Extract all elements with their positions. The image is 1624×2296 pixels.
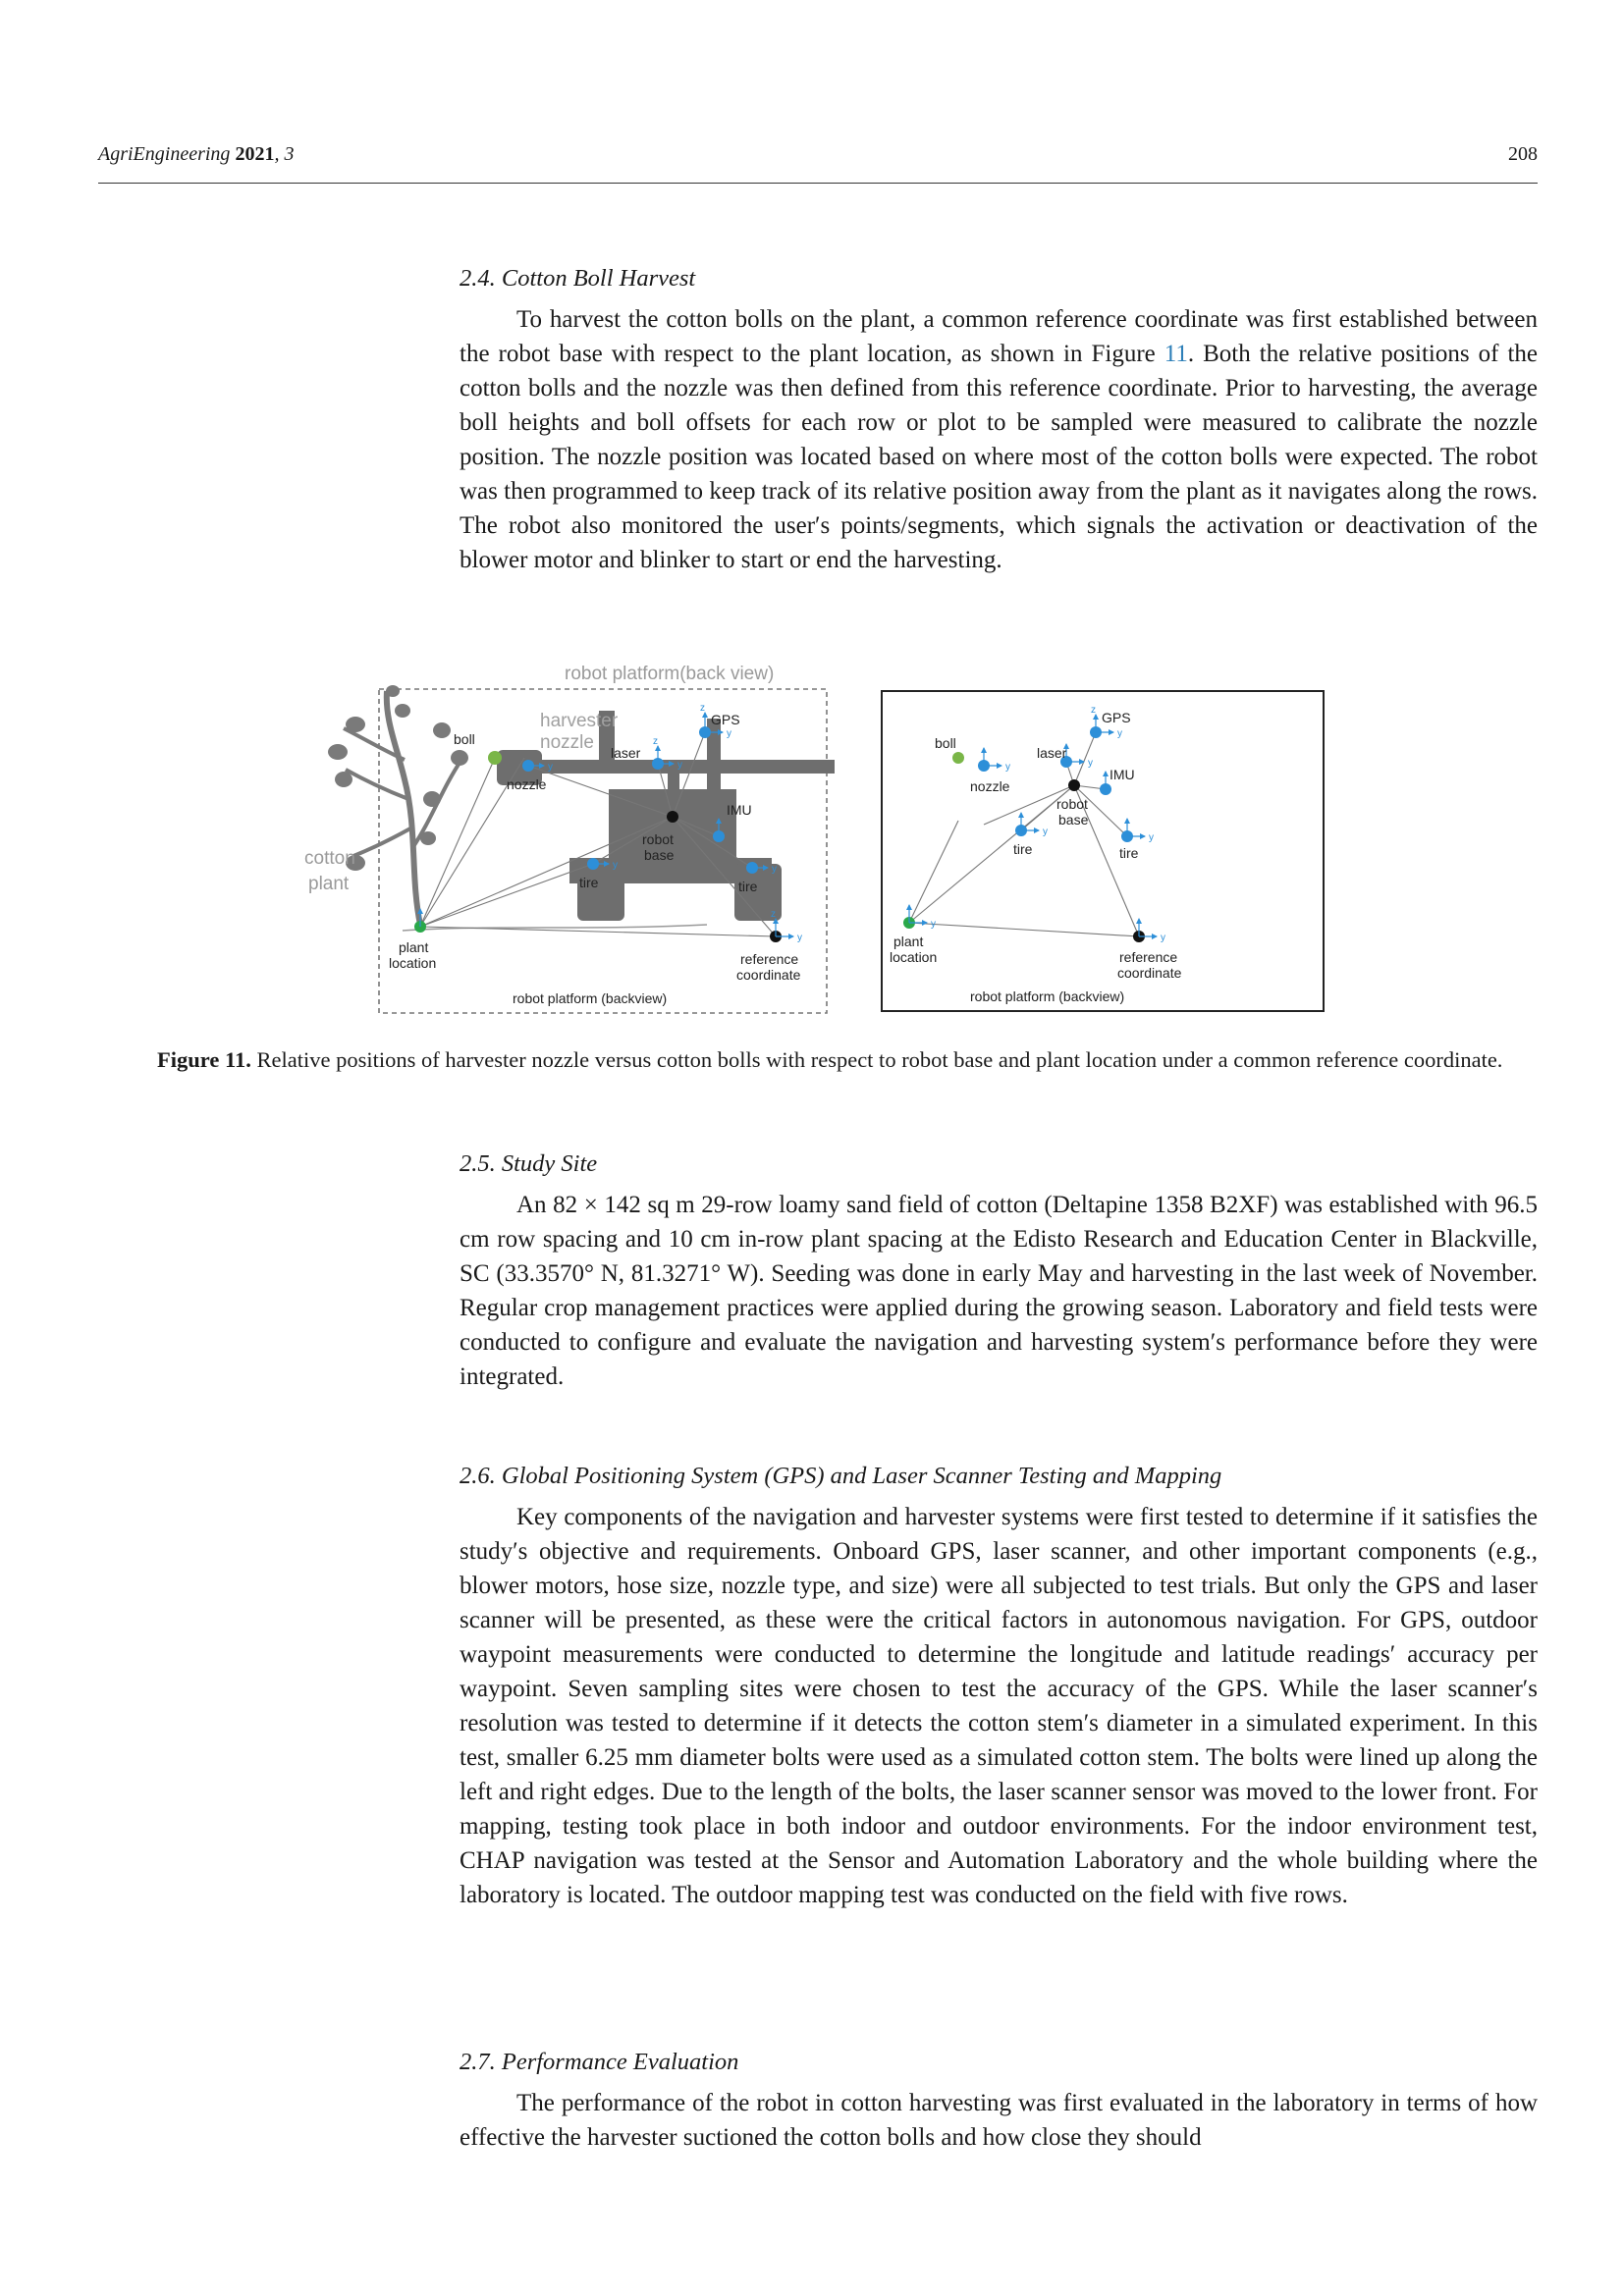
r-axis-y-laser: y (1088, 758, 1093, 769)
left-ref-1: reference (740, 951, 799, 967)
axis-y-nozzle: y (548, 762, 553, 773)
left-base-label: base (644, 847, 675, 863)
section-2-6-paragraph: Key components of the navigation and harvester systems were first tested to determine if it satisfies the study′s objective and requirements. Onboard GPS, laser scanner, and other important components (e.g., blower motors, hose size, nozzle type, and size) were all subjected to test trials. But only the GPS and laser scanner will be presented, as these were the critical factors in autonomous navigation. For GPS, outdoor waypoint measurements were conducted to determine the longitude and latitude readings′ accuracy per waypoint. Seven sampling sites were chosen to test the accuracy of the GPS. While the laser scanner′s resolution was tested to determine if it detects the cotton stem′s diameter in a simulated experiment. In this test, smaller 6.25 mm diameter bolts were used as a simulated cotton stem. The bolts were lined up along the left and right edges. Due to the length of the bolts, the laser scanner sensor was moved to the lower front. For mapping, testing took place in both indoor and outdoor environments. For the indoor environment test, CHAP navigation was tested at the Sensor and Automation Laboratory and the whole building where the laboratory is located. The outdoor mapping test was conducted on the field with five rows. (460, 1504, 1538, 1908)
para-text-b: . Both the relative positions of the cotton bolls and the nozzle was then defined from this reference coordinate. Prior to harvesting, the average boll heights and boll offsets for each row or plot to be sampled were measured to calibrate the nozzle position. The nozzle position was located based on where most of the cotton bolls were expected. The robot was then programmed to keep track of its relative position away from the plant as it navigates along the rows. The robot also monitored the user′s points/segments, which signals the activation or deactivation of the blower motor and blinker to start or end the harvesting. (460, 341, 1538, 573)
cotton-plant-drawing (328, 685, 468, 925)
left-ref-2: coordinate (736, 967, 801, 983)
right-footer: robot platform (backview) (970, 988, 1125, 1004)
harvester-nozzle-label: nozzle (540, 732, 594, 753)
running-header (98, 143, 1538, 166)
plant-label: plant (308, 874, 350, 894)
axis-y-ref: y (797, 933, 802, 943)
right-laser-label: laser (1037, 745, 1067, 761)
section-2-5-paragraph: An 82 × 142 sq m 29-row loamy sand field of cotton (Deltapine 1358 B2XF) was established with 96.5 cm row spacing and 10 cm in-row plant spacing at the Edisto Research and Education Center in Blackville, SC (33.3570° N, 81.3271° W). Seeding was done in early May and harvesting in the last week of November. Regular crop management practices were applied during the growing season. Laboratory and field tests were conducted to configure and evaluate the navigation and harvesting system′s performance before they were integrated. (460, 1192, 1538, 1390)
section-2-4-paragraph (460, 302, 1538, 577)
left-tire-left-label: tire (579, 875, 599, 890)
axis-y-laser: y (677, 760, 682, 771)
figure-11-diagram (295, 652, 1335, 1021)
left-plant-loc-2: location (389, 955, 437, 971)
right-robot-label: robot (1056, 796, 1088, 812)
caption-text: Relative positions of harvester nozzle versus cotton bolls with respect to robot base and plant location under a common reference coordinate. (250, 1047, 1503, 1072)
section-2-6-title: 2.6. Global Positioning System (GPS) and Laser Scanner Testing and Mapping (460, 1463, 1222, 1489)
axis-y-tire-left: y (613, 860, 618, 871)
section-2-5 (460, 1147, 1538, 1394)
figure-11-link[interactable]: 11 (1164, 341, 1188, 367)
axis-z-laser: z (653, 736, 658, 747)
left-laser-label: laser (611, 745, 641, 761)
right-gps-label: GPS (1102, 710, 1131, 725)
left-imu-label: IMU (727, 802, 752, 818)
cotton-label: cotton (304, 848, 355, 869)
right-boll-label: boll (935, 735, 956, 751)
r-axis-y-tire-left: y (1043, 827, 1048, 837)
left-plant-loc-1: plant (399, 939, 429, 955)
right-imu-label: IMU (1110, 767, 1135, 782)
right-base-label: base (1058, 812, 1089, 828)
right-tire-right-label: tire (1119, 845, 1139, 861)
left-robot-label: robot (642, 831, 674, 847)
left-nozzle-label: nozzle (507, 776, 547, 792)
right-nodes (903, 726, 1145, 942)
axis-y-tire-right: y (772, 864, 777, 875)
right-nozzle-label: nozzle (970, 778, 1010, 794)
left-tire-right-label: tire (738, 879, 758, 894)
section-2-7 (460, 2045, 1538, 2155)
axis-y-gps: y (727, 728, 731, 739)
journal-name: AgriEngineering (98, 143, 231, 165)
r-axis-z-gps: z (1091, 705, 1096, 716)
right-panel (882, 691, 1324, 1011)
section-2-4-title: 2.4. Cotton Boll Harvest (460, 265, 696, 292)
left-title: robot platform(back view) (565, 664, 775, 684)
left-boll-label: boll (454, 731, 475, 747)
right-ref-1: reference (1119, 949, 1178, 965)
figure-11-caption (157, 1042, 1542, 1077)
axis-z-gps: z (700, 703, 705, 714)
left-footer: robot platform (backview) (513, 990, 668, 1006)
header-citation (98, 143, 294, 166)
right-node-labels (890, 710, 1182, 1004)
right-ref-2: coordinate (1117, 965, 1182, 981)
left-gps-label: GPS (711, 712, 740, 727)
figure-11 (295, 652, 1335, 1021)
right-tire-left-label: tire (1013, 841, 1033, 857)
header-rule (98, 183, 1538, 184)
harvester-label: harvester (540, 711, 619, 731)
journal-year: 2021 (235, 143, 275, 165)
left-panel (304, 664, 835, 1013)
section-2-7-paragraph: The performance of the robot in cotton harvesting was first evaluated in the laboratory in terms of how effective the harvester suctioned the cotton bolls and how close they should (460, 2090, 1538, 2151)
axis-z-ref: z (771, 909, 776, 920)
r-axis-y-gps: y (1117, 728, 1122, 739)
section-2-6 (460, 1459, 1538, 1912)
caption-label: Figure 11. (157, 1047, 251, 1072)
section-2-5-title: 2.5. Study Site (460, 1150, 598, 1177)
right-plant-loc-2: location (890, 949, 938, 965)
section-2-4 (460, 261, 1538, 577)
page-number: 208 (1508, 143, 1538, 165)
right-axis-labels (931, 705, 1165, 943)
r-axis-y-plant: y (931, 919, 936, 930)
section-2-7-title: 2.7. Performance Evaluation (460, 2049, 739, 2075)
r-axis-y-ref: y (1161, 933, 1165, 943)
para-text-a: To harvest the cotton bolls on the plant, a common reference coordinate was first established between the robot base with respect to the plant location, as shown in Figure (460, 306, 1538, 367)
r-axis-y-nozzle: y (1005, 762, 1010, 773)
right-plant-loc-1: plant (893, 934, 924, 949)
r-axis-y-tire-right: y (1149, 832, 1154, 843)
journal-volume: , 3 (274, 143, 295, 165)
